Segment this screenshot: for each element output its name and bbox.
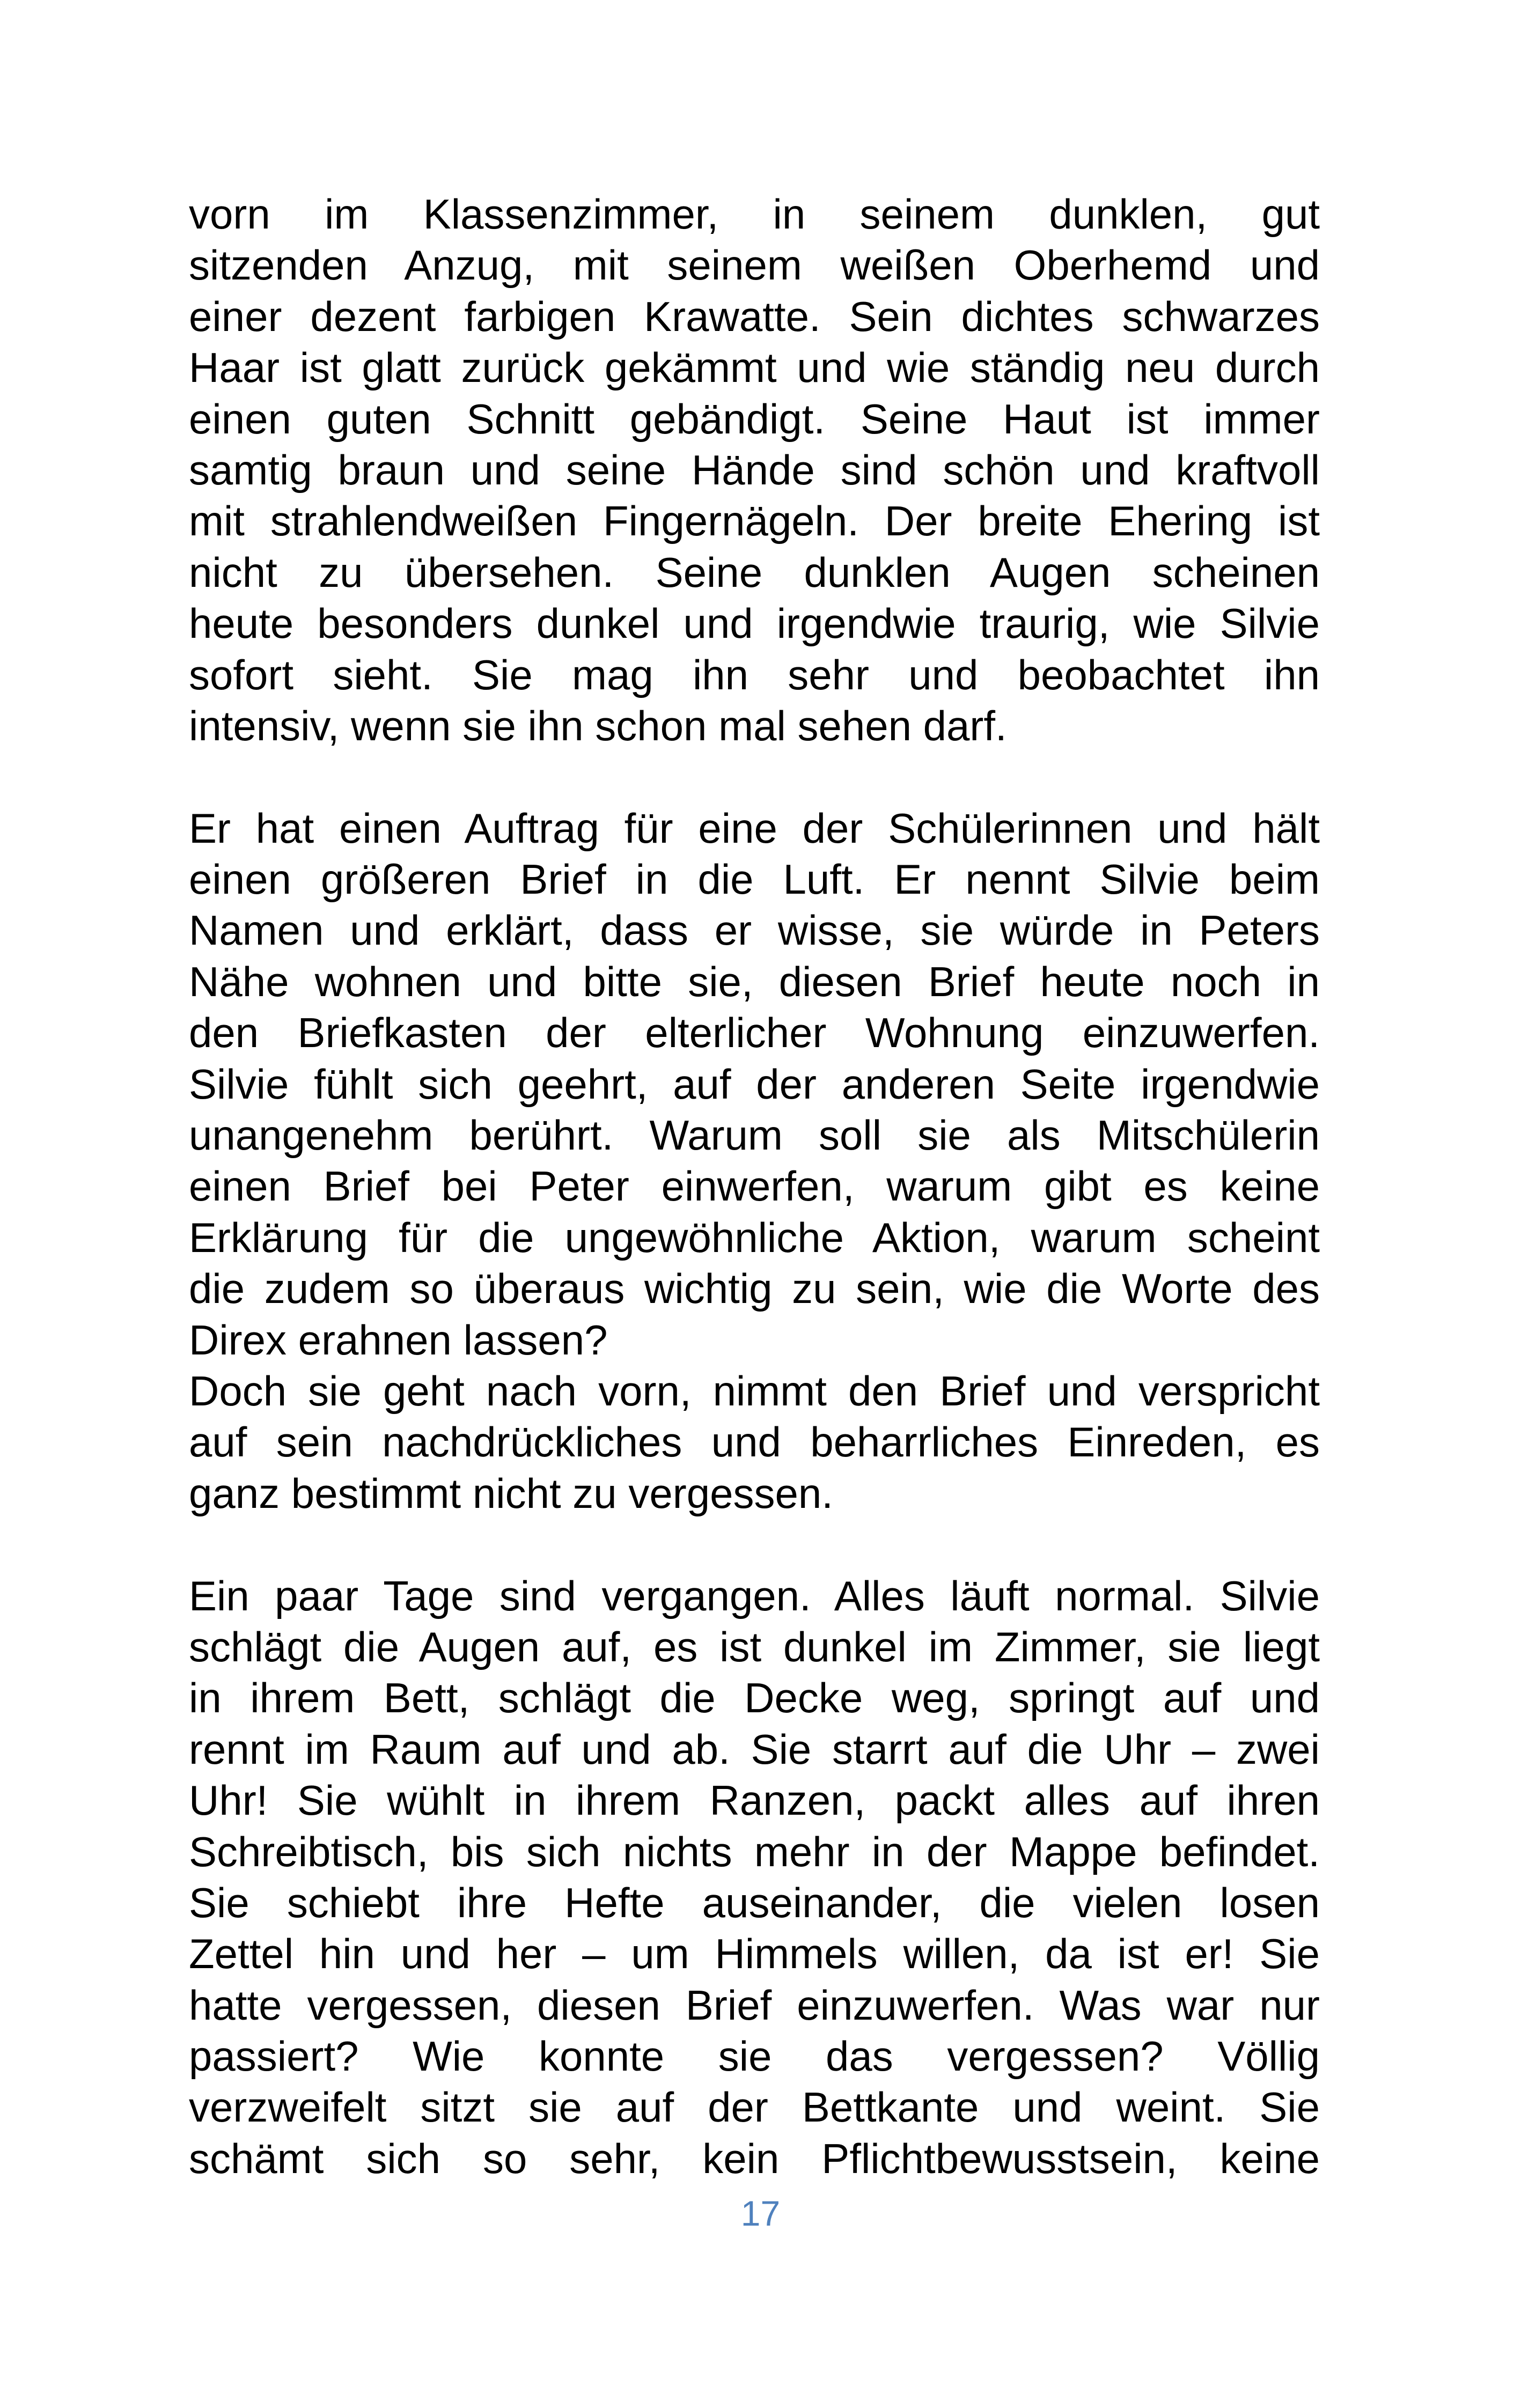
paragraph	[189, 189, 1320, 752]
text-line: sofort sieht. Sie mag ihn sehr und beobachtet ihn	[189, 651, 1320, 698]
text-line: passiert? Wie konnte sie das vergessen? Völlig	[189, 2033, 1320, 2080]
paragraph	[189, 803, 1320, 1366]
paragraph-gap	[189, 1519, 1320, 1570]
body-text	[189, 189, 1320, 2184]
text-line: intensiv, wenn sie ihn schon mal sehen darf.	[189, 702, 1007, 749]
paragraph	[189, 1571, 1320, 2185]
text-line: verzweifelt sitzt sie auf der Bettkante und weint. Sie	[189, 2083, 1320, 2131]
text-line: in ihrem Bett, schlägt die Decke weg, springt auf und	[189, 1674, 1320, 1722]
text-line: Schreibtisch, bis sich nichts mehr in der Mappe befindet.	[189, 1828, 1320, 1875]
text-line: den Briefkasten der elterlicher Wohnung einzuwerfen.	[189, 1009, 1320, 1057]
text-line: rennt im Raum auf und ab. Sie starrt auf die Uhr – zwei	[189, 1725, 1320, 1773]
text-line: unangenehm berührt. Warum soll sie als Mitschülerin	[189, 1111, 1320, 1159]
text-line: einen guten Schnitt gebändigt. Seine Haut ist immer	[189, 395, 1320, 443]
text-line: schämt sich so sehr, kein Pflichtbewusstsein, keine	[189, 2134, 1320, 2182]
text-line: Nähe wohnen und bitte sie, diesen Brief heute noch in	[189, 958, 1320, 1005]
text-line: hatte vergessen, diesen Brief einzuwerfen. Was war nur	[189, 1981, 1320, 2029]
page-number: 17	[740, 2193, 781, 2233]
text-line: Erklärung für die ungewöhnliche Aktion, warum scheint	[189, 1213, 1320, 1261]
text-line: auf sein nachdrückliches und beharrliches Einreden, es	[189, 1418, 1320, 1466]
paragraph	[189, 1366, 1320, 1519]
text-line: Haar ist glatt zurück gekämmt und wie ständig neu durch	[189, 344, 1320, 392]
text-line: einen Brief bei Peter einwerfen, warum gibt es keine	[189, 1162, 1320, 1210]
text-line: die zudem so überaus wichtig zu sein, wie die Worte des	[189, 1265, 1320, 1313]
text-line: Ein paar Tage sind vergangen. Alles läuft normal. Silvie	[189, 1572, 1320, 1619]
text-line: einer dezent farbigen Krawatte. Sein dichtes schwarzes	[189, 292, 1320, 340]
text-line: samtig braun und seine Hände sind schön und kraftvoll	[189, 446, 1320, 494]
text-line: vorn im Klassenzimmer, in seinem dunklen, gut	[189, 190, 1320, 238]
text-line: Er hat einen Auftrag für eine der Schülerinnen und hält	[189, 804, 1320, 852]
text-line: nicht zu übersehen. Seine dunklen Augen scheinen	[189, 548, 1320, 596]
text-line: Zettel hin und her – um Himmels willen, da ist er! Sie	[189, 1930, 1320, 1978]
text-line: schlägt die Augen auf, es ist dunkel im Zimmer, sie liegt	[189, 1623, 1320, 1670]
text-line: einen größeren Brief in die Luft. Er nennt Silvie beim	[189, 856, 1320, 903]
text-line: mit strahlendweißen Fingernägeln. Der breite Ehering ist	[189, 497, 1320, 545]
text-line: ganz bestimmt nicht zu vergessen.	[189, 1469, 833, 1517]
text-line: heute besonders dunkel und irgendwie traurig, wie Silvie	[189, 600, 1320, 647]
paragraph-gap	[189, 752, 1320, 802]
text-line: Sie schiebt ihre Hefte auseinander, die vielen losen	[189, 1879, 1320, 1926]
text-line: Silvie fühlt sich geehrt, auf der anderen Seite irgendwie	[189, 1060, 1320, 1108]
text-line: Uhr! Sie wühlt in ihrem Ranzen, packt alles auf ihren	[189, 1777, 1320, 1824]
text-line: Namen und erklärt, dass er wisse, sie würde in Peters	[189, 907, 1320, 954]
text-line: Doch sie geht nach vorn, nimmt den Brief und verspricht	[189, 1367, 1320, 1415]
text-line: Direx erahnen lassen?	[189, 1316, 608, 1364]
text-line: sitzenden Anzug, mit seinem weißen Oberhemd und	[189, 241, 1320, 289]
